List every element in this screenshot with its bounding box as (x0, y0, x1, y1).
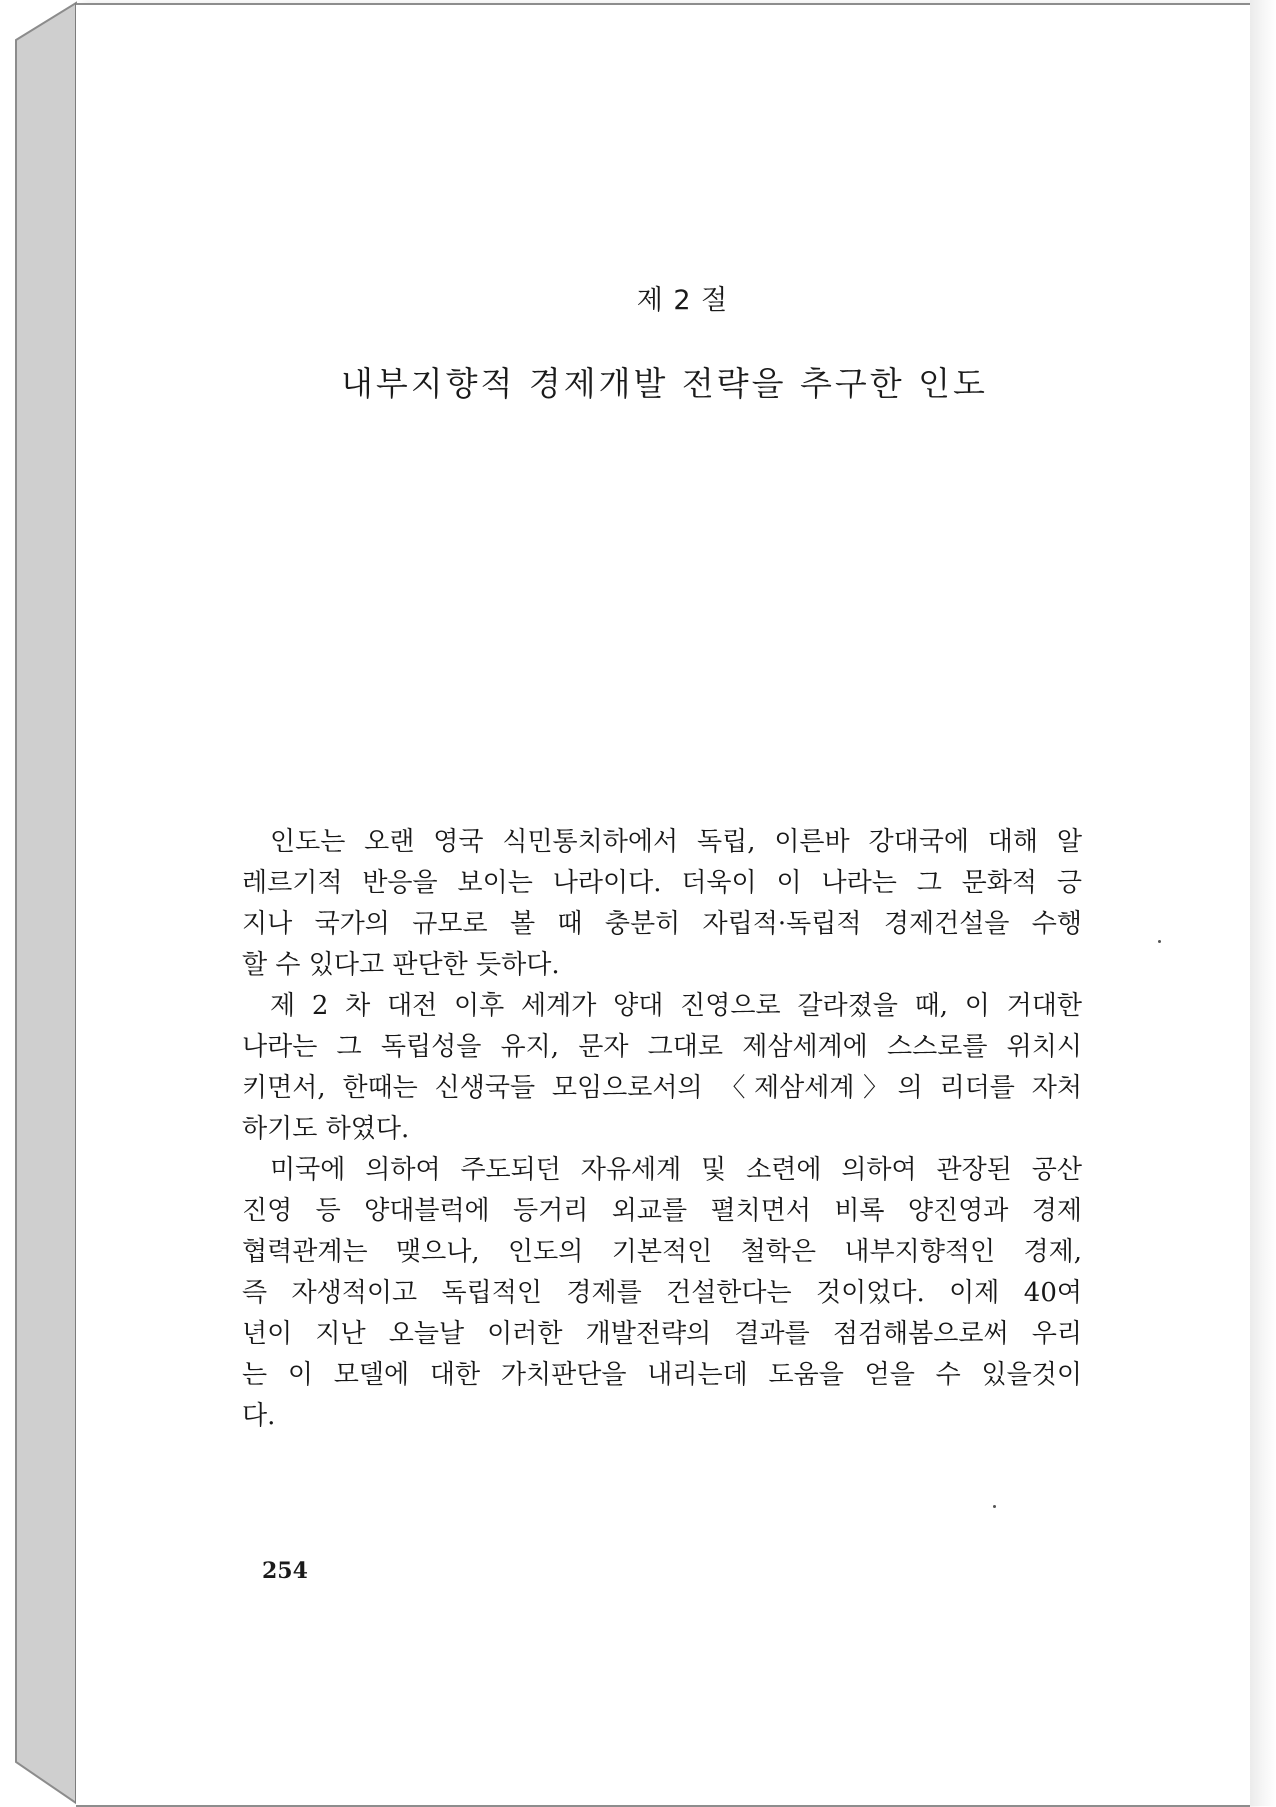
text-line: 미국에 의하여 주도되던 자유세계 및 소련에 의하여 관장된 공산 (270, 1155, 1082, 1185)
page-edge-shadow (1250, 0, 1276, 1806)
page-number: 254 (262, 1558, 308, 1584)
section-label: 제 2 절 (636, 285, 729, 316)
text-line: 키면서, 한때는 신생국들 모임으로서의 〈제삼세계〉의 리더를 자처 (242, 1073, 1082, 1103)
paragraph (242, 986, 1082, 1150)
paragraph (242, 822, 1082, 986)
text-line: 할 수 있다고 판단한 듯하다. (242, 950, 560, 980)
print-speck (993, 1505, 996, 1508)
text-line: 인도는 오랜 영국 식민통치하에서 독립, 이른바 강대국에 대해 알 (270, 827, 1082, 857)
text-line: 협력관계는 맺으나, 인도의 기본적인 철학은 내부지향적인 경제, (242, 1237, 1082, 1267)
paragraph (242, 1150, 1082, 1437)
text-line: 즉 자생적이고 독립적인 경제를 건설한다는 것이었다. 이제 40여 (242, 1278, 1082, 1308)
chapter-title: 내부지향적 경제개발 전략을 추구한 인도 (341, 364, 988, 403)
text-line: 레르기적 반응을 보이는 나라이다. 더욱이 이 나라는 그 문화적 긍 (242, 868, 1082, 898)
text-line: 진영 등 양대블럭에 등거리 외교를 펼치면서 비록 양진영과 경제 (242, 1196, 1082, 1226)
print-speck (1158, 940, 1161, 943)
text-line: 나라는 그 독립성을 유지, 문자 그대로 제삼세계에 스스로를 위치시 (242, 1032, 1082, 1062)
text-line: 지나 국가의 규모로 볼 때 충분히 자립적·독립적 경제건설을 수행 (242, 909, 1082, 939)
text-line: 년이 지난 오늘날 이러한 개발전략의 결과를 점검해봄으로써 우리 (242, 1319, 1082, 1349)
text-line: 는 이 모델에 대한 가치판단을 내리는데 도움을 얻을 수 있을것이 (242, 1360, 1082, 1390)
book-spine (0, 0, 80, 1806)
text-line: 제 2 차 대전 이후 세계가 양대 진영으로 갈라졌을 때, 이 거대한 (270, 991, 1082, 1021)
body-text (242, 822, 1082, 1437)
text-line: 하기도 하였다. (242, 1114, 410, 1144)
text-line: 다. (242, 1401, 276, 1431)
